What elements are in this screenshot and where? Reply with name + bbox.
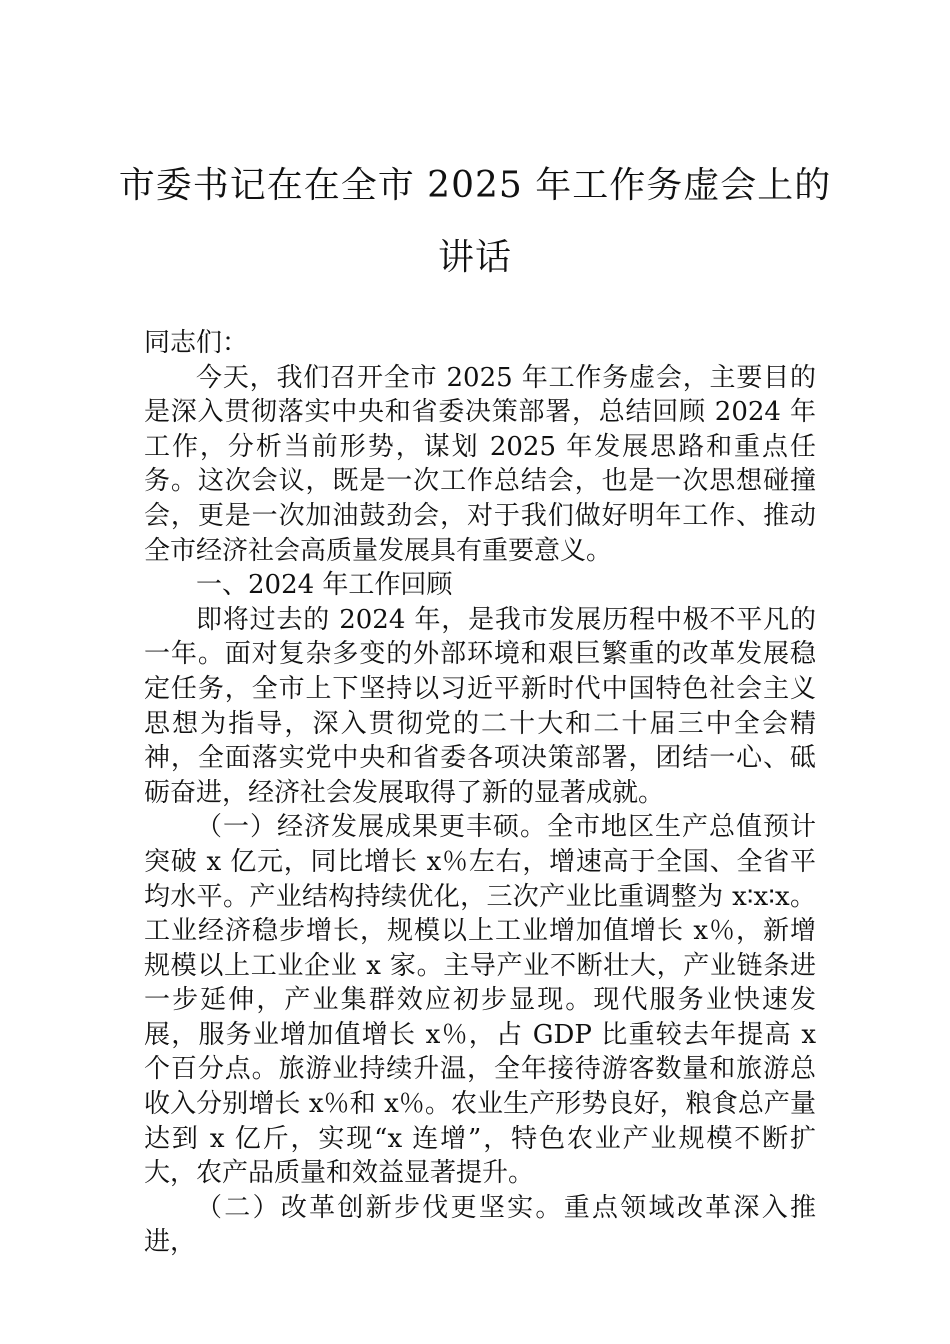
paragraph-economy: （一）经济发展成果更丰硕。全市地区生产总值预计突破 x 亿元，同比增长 x％左右，增速高于全国、全省平均水平。产业结构持续优化，三次产业比重调整为 x∶x∶x。工业经济稳步增长，规模以上工业增加值增长 x％，新增规模以上工业企业 x 家。主导产业不断壮大，产业链条进一步延伸，产业集群效应初步显现。现代服务业快速发展，服务业增加值增长 x％，占 GDP 比重较去年提高 x 个百分点。旅游业持续升温，全年接待游客数量和旅游总收入分别增长 x％和 x％。农业生产形势良好，粮食总产量达到 x 亿斤，实现“x 连增”，特色农业产业规模不断扩大，农产品质量和效益显著提升。: [144, 812, 816, 1189]
document-title-line-2: 讲话: [437, 237, 512, 278]
paragraph-reform: （二）改革创新步伐更坚实。重点领域改革深入推进，: [144, 1192, 816, 1258]
paragraph-review: 即将过去的 2024 年，是我市发展历程中极不平凡的一年。面对复杂多变的外部环境和艰巨繁重的改革发展稳定任务，全市上下坚持以习近平新时代中国特色社会主义思想为指导，深入贯彻党的二十大和二十届三中全会精神，全面落实党中央和省委各项决策部署，团结一心、砥砺奋进，经济社会发展取得了新的显著成就。: [144, 604, 816, 808]
salutation: 同志们：: [144, 328, 249, 358]
section-heading-1: 一、2024 年工作回顾: [196, 570, 453, 601]
document-body: [144, 326, 816, 1260]
paragraph-intro: 今天，我们召开全市 2025 年工作务虚会，主要目的是深入贯彻落实中央和省委决策部署，总结回顾 2024 年工作，分析当前形势，谋划 2025 年发展思路和重点任务。这次会议，既是一次工作总结会，也是一次思想碰撞会，更是一次加油鼓劲会，对于我们做好明年工作、推动全市经济社会高质量发展具有重要意义。: [144, 362, 816, 566]
document-title-line-1: 市委书记在在全市 2025 年工作务虚会上的: [118, 165, 832, 206]
